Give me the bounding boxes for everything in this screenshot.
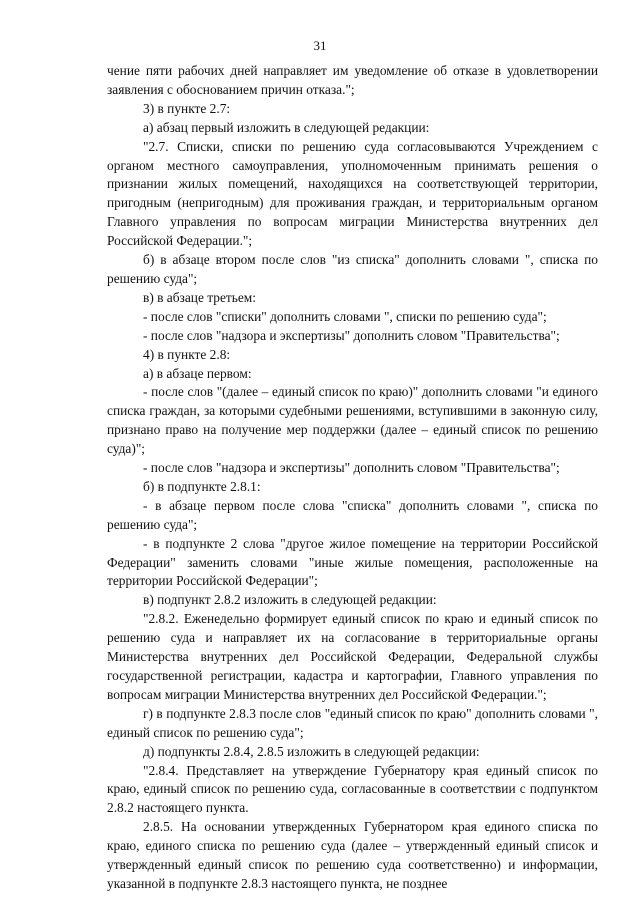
paragraph: чение пяти рабочих дней направляет им уведомление об отказе в удовлетворении заявления с обоснованием причин отказа."; <box>107 63 598 97</box>
paragraph: 3) в пункте 2.7: <box>143 100 231 116</box>
paragraph: г) в подпункте 2.8.3 после слов "единый список по краю" дополнить словами ", единый список по решению суда"; <box>107 705 598 740</box>
paragraph: б) в подпункте 2.8.1: <box>143 478 261 494</box>
paragraph: в) в абзаце третьем: <box>143 289 256 305</box>
document-body <box>107 62 598 894</box>
paragraph: - в абзаце первом после слова "списка" дополнить словами ", списка по решению суда"; <box>107 497 598 532</box>
paragraph: - после слов "(далее – единый список по краю)" дополнить словами "и единого списка граждан, за которыми судебными решениями, вступившими в законную силу, признано право на получение мер поддержки (далее – единый список по решению суда)"; <box>107 384 598 457</box>
paragraph: 2.8.5. На основании утвержденных Губернатором края единого списка по краю, единого списка по решению суда (далее – утвержденный единый список и утвержденный единый список по решению суда соответственно) и информации, указанной в подпункте 2.8.3 настоящего пункта, не позднее <box>107 819 598 891</box>
paragraph: "2.7. Списки, списки по решению суда согласовываются Учреждением с органом местного самоуправления, уполномоченным принимать решения о признании жилых помещений, находящихся на соответствующей территории, пригодным (непригодным) для проживания граждан, и территориальным органом Главного управления по вопросам миграции Министерства внутренних дел Российской Федерации."; <box>107 138 598 249</box>
paragraph: - после слов "надзора и экспертизы" дополнить словом "Правительства"; <box>143 327 560 343</box>
paragraph: "2.8.4. Представляет на утверждение Губернатору края единый список по краю, единый список по решению суда, согласованные в соответствии с подпунктом 2.8.2 настоящего пункта. <box>107 762 598 816</box>
paragraph: - после слов "списки" дополнить словами ", списки по решению суда"; <box>143 308 547 324</box>
paragraph: "2.8.2. Еженедельно формирует единый список по краю и единый список по решению суда и направляет их на согласование в территориальные органы Министерства внутренних дел Российской Федерации, Федеральной службы государственной регистрации, кадастра и картографии, Главного управления по вопросам миграции Министерства внутренних дел Российской Федерации."; <box>107 611 598 702</box>
page-number: 31 <box>313 38 327 53</box>
paragraph: д) подпункты 2.8.4, 2.8.5 изложить в следующей редакции: <box>143 743 480 759</box>
paragraph: - после слов "надзора и экспертизы" дополнить словом "Правительства"; <box>143 460 560 476</box>
paragraph: а) в абзаце первом: <box>143 365 252 381</box>
paragraph: - в подпункте 2 слова "другое жилое помещение на территории Российской Федерации" заменить словами "иные жилые помещения, расположенные на территории Российской Федерации"; <box>107 535 598 589</box>
paragraph: а) абзац первый изложить в следующей редакции: <box>143 119 430 135</box>
paragraph: 4) в пункте 2.8: <box>143 346 231 362</box>
paragraph: б) в абзаце втором после слов "из списка" дополнить словами ", списка по решению суда"; <box>107 252 598 286</box>
paragraph: в) подпункт 2.8.2 изложить в следующей редакции: <box>143 592 437 608</box>
